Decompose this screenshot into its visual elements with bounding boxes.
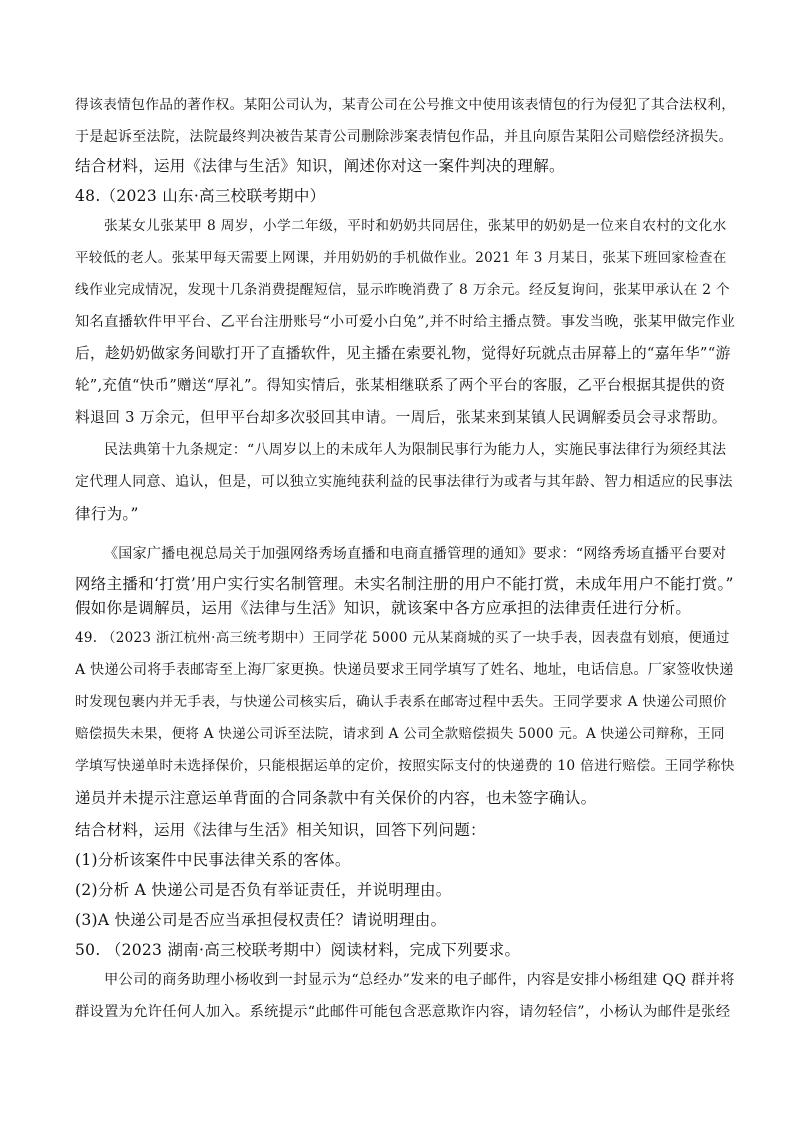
text-line: 《国家广播电视总局关于加强网络秀场直播和电商直播管理的通知》要求：“网络秀场直播平台要对 — [104, 546, 727, 562]
sub-question-3: (3)A 快递公司是否应当承担侵权责任？请说明理由。 — [75, 911, 447, 929]
question-prompt: 结合材料，运用《法律与生活》知识，阐述你对这一案件判决的理解。 — [75, 157, 565, 175]
text-line: 律行为。” — [75, 505, 139, 523]
text-line: 知名直播软件甲平台、乙平台注册账号“小可爱小白兔”,并不时给主播点赞。事发当晚，张某甲做完作业 — [75, 314, 736, 330]
question-48-header: 48.（2023 山东·高三校联考期中） — [75, 187, 326, 205]
text-line: 料退回 3 万余元，但甲平台却多次驳回其申请。一周后，张某来到某镇人民调解委员会寻求帮助。 — [75, 409, 727, 426]
text-line: 递员并未提示注意运单背面的合同条款中有关保价的内容，也未签字确认。 — [75, 789, 597, 807]
text-line: 得该表情包作品的著作权。某阳公司认为，某青公司在公号推文中使用该表情包的行为侵犯了其合法权利， — [75, 97, 736, 113]
question-prompt: 结合材料，运用《法律与生活》相关知识，回答下列问题： — [75, 821, 486, 839]
text-line: A 快递公司将手表邮寄至上海厂家更换。快递员要求王同学填写了姓名、地址，电话信息。厂家签收快递 — [75, 662, 734, 678]
sub-question-1: (1)分析该案件中民事法律关系的客体。 — [75, 851, 351, 869]
text-line: 后，趁奶奶做家务间歇打开了直播软件，见主播在索要礼物，觉得好玩就点击屏幕上的“嘉年华”“游 — [75, 345, 731, 362]
text-line: 于是起诉至法院，法院最终判决被告某青公司删除涉案表情包作品，并且向原告某阳公司赔偿经济损失。 — [75, 129, 733, 145]
text-line: 平较低的老人。张某甲每天需要上网课，并用奶奶的手机做作业。2021 年 3 月某日，张某下班回家检查在 — [75, 250, 727, 266]
text-line: 轮”,充值“快币”赠送“厚礼”。得知实情后，张某相继联系了两个平台的客服，乙平台根据其提供的资 — [75, 378, 726, 394]
text-line: 民法典第十九条规定：“八周岁以上的未成年人为限制民事行为能力人，实施民事法律行为须经其法 — [104, 442, 727, 458]
text-line: 甲公司的商务助理小杨收到一封显示为“总经办”发来的电子邮件，内容是安排小杨组建 QQ 群并将 — [104, 972, 735, 988]
question-50-header: 50. （2023 湖南·高三校联考期中）阅读材料，完成下列要求。 — [75, 941, 521, 959]
text-line: 时发现包裹内并无手表，与快递公司核实后，确认手表系在邮寄过程中丢失。王同学要求 A 快递公司照价 — [75, 694, 727, 710]
question-49-header: 49. （2023 浙江杭州·高三统考期中）王同学花 5000 元从某商城的买了一块手表，因表盘有划痕，便通过 — [75, 630, 730, 646]
text-line: 张某女儿张某甲 8 周岁，小学二年级，平时和奶奶共同居住，张某甲的奶奶是一位来自农村的文化水 — [104, 218, 727, 234]
text-line: 群设置为允许任何人加入。系统提示“此邮件可能包含恶意欺诈内容，请勿轻信”，小杨认为邮件是张经 — [75, 1004, 731, 1020]
sub-question-2: (2)分析 A 快递公司是否负有举证责任，并说明理由。 — [75, 881, 452, 899]
question-prompt: 假如你是调解员，运用《法律与生活》知识，就该案中各方应承担的法律责任进行分析。 — [75, 599, 692, 617]
text-line: 赔偿损失未果，便将 A 快递公司诉至法院，请求到 A 公司全款赔偿损失 5000 元。A 快递公司辩称，王同 — [75, 726, 725, 742]
text-line: 网络主播和‘打赏’用户实行实名制管理。未实名制注册的用户不能打赏，未成年用户不能打赏。” — [75, 575, 734, 593]
text-line: 线作业完成情况，发现十几条消费提醒短信，显示昨晚消费了 8 万余元。经反复询问，张某甲承认在 2 个 — [75, 282, 730, 298]
text-line: 定代理人同意、追认，但是，可以独立实施纯获利益的民事法律行为或者与其年龄、智力相适应的民事法 — [75, 474, 733, 490]
text-line: 学填写快递单时未选择保价，只能根据运单的定价，按照实际支付的快递费的 10 倍进行赔偿。王同学称快 — [75, 758, 735, 774]
